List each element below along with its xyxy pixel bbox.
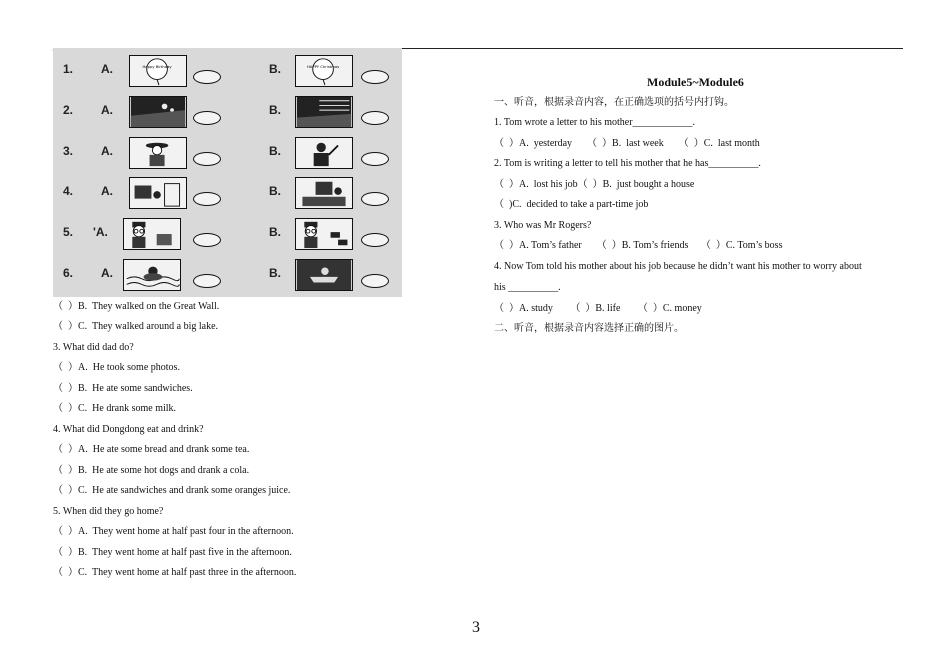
option-line: （ ）B. They went home at half past five in the afternoon.: [53, 547, 292, 558]
option-a-label: A.: [101, 62, 113, 76]
option-b-label: B.: [269, 144, 281, 158]
answer-oval-a[interactable]: [193, 233, 221, 247]
option-line: （ ）A. He took some photos.: [53, 362, 180, 373]
option-line: （ ）A. He ate some bread and drank some tea.: [53, 444, 250, 455]
answer-oval-a[interactable]: [193, 152, 221, 166]
page-number: 3: [472, 619, 480, 636]
question-line: his __________.: [494, 282, 561, 293]
option-b-label: B.: [269, 184, 281, 198]
row-number: 6.: [63, 266, 74, 280]
option-line: （ )C. decided to take a part-time job: [494, 199, 649, 210]
page-title: Module5~Module6: [647, 75, 744, 89]
option-b-label: B.: [269, 225, 281, 239]
picture-night-scene: [129, 96, 187, 128]
option-line: （ ）A. Tom’s father （ ）B. Tom’s friends （ ）C. Tom’s boss: [494, 240, 783, 251]
option-line: （ ）C. He ate sandwiches and drank some oranges juice.: [53, 485, 291, 496]
answer-oval-a[interactable]: [193, 111, 221, 125]
answer-oval-b[interactable]: [361, 192, 389, 206]
row-number: 3.: [63, 144, 74, 158]
picture-person-hat: [129, 137, 187, 169]
option-line: （ ）B. He ate some hot dogs and drank a cola.: [53, 465, 250, 476]
option-line: （ ）C. They went home at half past three in the afternoon.: [53, 567, 297, 578]
question-line: 4. What did Dongdong eat and drink?: [53, 424, 204, 435]
picture-row: [53, 215, 402, 255]
row-number: 2.: [63, 103, 74, 117]
picture-boy-glasses: [123, 218, 181, 250]
answer-oval-a[interactable]: [193, 70, 221, 84]
picture-boy-desk: [295, 218, 353, 250]
answer-oval-a[interactable]: [193, 192, 221, 206]
header-rule: [402, 48, 903, 49]
question-line: 3. What did dad do?: [53, 342, 134, 353]
question-line: 5. When did they go home?: [53, 506, 164, 517]
option-line: （ ）B. He ate some sandwiches.: [53, 383, 193, 394]
option-line: （ ）B. They walked on the Great Wall.: [53, 301, 220, 312]
question-line: 3. Who was Mr Rogers?: [494, 220, 592, 231]
section-heading: 一、听音，根据录音内容，在正确选项的括号内打钩。: [494, 97, 734, 108]
option-line: （ ）A. They went home at half past four in the afternoon.: [53, 526, 294, 537]
row-number: 1.: [63, 62, 74, 76]
picture-tv-room: [129, 177, 187, 209]
answer-oval-a[interactable]: [193, 274, 221, 288]
picture-row: [53, 134, 402, 174]
option-b-label: B.: [269, 103, 281, 117]
picture-row: [53, 93, 402, 133]
option-a-label: A.: [101, 266, 113, 280]
picture-row: [53, 174, 402, 214]
row-number: 5.: [63, 225, 74, 239]
option-line: （ ）A. lost his job（ ）B. just bought a house: [494, 179, 695, 190]
picture-stripes-scene: [295, 96, 353, 128]
option-line: （ ）C. He drank some milk.: [53, 403, 177, 414]
picture-row: [53, 256, 402, 296]
option-b-label: B.: [269, 266, 281, 280]
option-line: （ ）C. They walked around a big lake.: [53, 321, 219, 332]
option-line: （ ）A. study （ ）B. life （ ）C. money: [494, 303, 702, 314]
answer-oval-b[interactable]: [361, 111, 389, 125]
question-line: 1. Tom wrote a letter to his mother____________.: [494, 117, 696, 128]
picture-person-waving: [295, 137, 353, 169]
option-a-label: A.: [101, 103, 113, 117]
picture-boat: [295, 259, 353, 291]
option-a-label: A.: [101, 144, 113, 158]
picture-row: [53, 52, 402, 92]
picture-christmas-balloon: [295, 55, 353, 87]
option-line: （ ）A. yesterday （ ）B. last week （ ）C. last month: [494, 138, 760, 149]
option-a-label: A.: [101, 184, 113, 198]
picture-tv-sofa: [295, 177, 353, 209]
option-b-label: B.: [269, 62, 281, 76]
balloon-text-b: HAPPY Christmas: [306, 65, 340, 70]
answer-oval-b[interactable]: [361, 274, 389, 288]
answer-oval-b[interactable]: [361, 233, 389, 247]
question-line: 2. Tom is writing a letter to tell his mother that he has__________.: [494, 158, 761, 169]
answer-oval-b[interactable]: [361, 70, 389, 84]
picture-exercise-panel: [53, 48, 402, 297]
answer-oval-b[interactable]: [361, 152, 389, 166]
option-a-label: 'A.: [93, 225, 108, 239]
balloon-text-a: Happy Birthday: [142, 65, 172, 70]
row-number: 4.: [63, 184, 74, 198]
picture-birthday-balloon: [129, 55, 187, 87]
section-heading: 二、听音，根据录音内容选择正确的图片。: [494, 323, 684, 334]
picture-swimming: [123, 259, 181, 291]
question-line: 4. Now Tom told his mother about his job because he didn’t want his mother to worry about: [494, 261, 862, 272]
